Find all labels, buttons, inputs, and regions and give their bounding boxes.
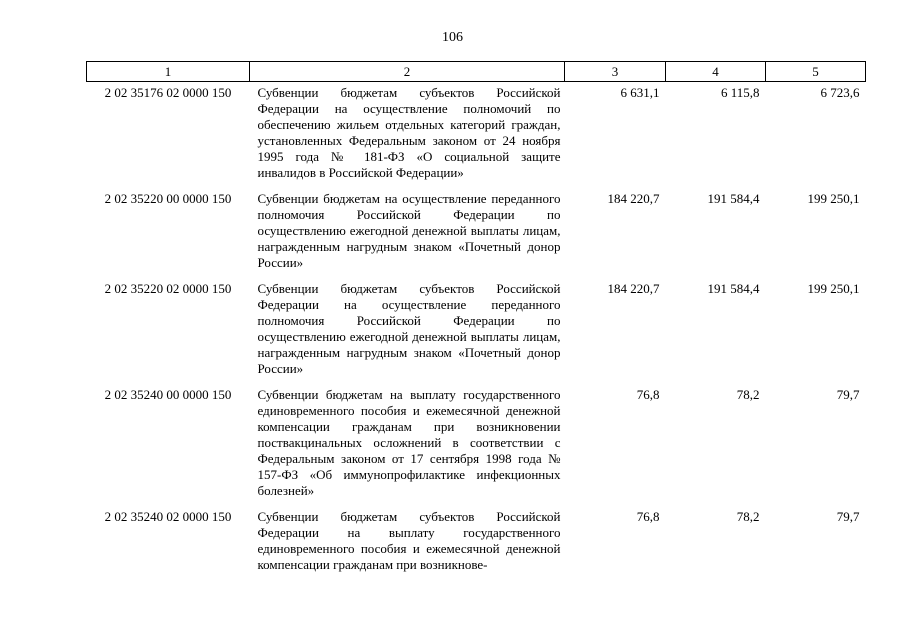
column-header-5: 5 xyxy=(766,62,866,82)
amount-col-4: 191 584,4 xyxy=(707,281,760,296)
table-row xyxy=(87,384,866,506)
column-header-1: 1 xyxy=(87,62,250,82)
table-header xyxy=(87,62,866,82)
classification-code: 2 02 35220 02 0000 150 xyxy=(104,281,232,296)
revenue-name: Субвенции бюджетам на выплату государственного единовременного пособия и ежемесячной денежной компенсации гражданам при возникновении поствакцинальных осложнений в соответствии с Федеральным законом от 17 сентября 1998 года № 157-ФЗ «Об иммунопрофилактике инфекционных болезней» xyxy=(257,387,561,498)
amount-col-3: 76,8 xyxy=(636,509,660,524)
amount-col-4: 6 115,8 xyxy=(720,85,760,100)
classification-code: 2 02 35176 02 0000 150 xyxy=(104,85,232,100)
amount-col-5: 79,7 xyxy=(836,387,860,402)
column-header-2: 2 xyxy=(250,62,565,82)
page-number: 106 xyxy=(442,30,463,45)
table-row xyxy=(87,188,866,278)
classification-code: 2 02 35240 00 0000 150 xyxy=(104,387,232,402)
revenue-name: Субвенции бюджетам на осуществление переданного полномочия Российской Федерации по осуществлению ежегодной денежной выплаты лицам, награжденным нагрудным знаком «Почетный донор России» xyxy=(257,191,561,270)
table-row xyxy=(87,278,866,384)
classification-code: 2 02 35220 00 0000 150 xyxy=(104,191,232,206)
amount-col-5: 199 250,1 xyxy=(807,281,860,296)
amount-col-4: 191 584,4 xyxy=(707,191,760,206)
column-header-4: 4 xyxy=(666,62,766,82)
amount-col-5: 79,7 xyxy=(836,509,860,524)
revenue-name: Субвенции бюджетам субъектов Российской Федерации на осуществление полномочий по обеспечению жильем отдельных категорий граждан, установленных Федеральным законом от 24 ноября 1995 года № 181-ФЗ «О социальной защите инвалидов в Российской Федерации» xyxy=(257,85,561,180)
header-row xyxy=(87,62,866,82)
amount-col-3: 184 220,7 xyxy=(607,281,660,296)
budget-table xyxy=(86,61,866,580)
amount-col-5: 199 250,1 xyxy=(807,191,860,206)
amount-col-4: 78,2 xyxy=(736,387,760,402)
amount-col-3: 76,8 xyxy=(636,387,660,402)
amount-col-3: 6 631,1 xyxy=(620,85,660,100)
amount-col-5: 6 723,6 xyxy=(820,85,860,100)
amount-col-4: 78,2 xyxy=(736,509,760,524)
table-row xyxy=(87,506,866,580)
revenue-name: Субвенции бюджетам субъектов Российской Федерации на осуществление переданного полномочия Российской Федерации по осуществлению ежегодной денежной выплаты лицам, награжденным нагрудным знаком «Почетный донор России» xyxy=(257,281,561,376)
table-row xyxy=(87,82,866,189)
table-body xyxy=(87,82,866,581)
column-header-3: 3 xyxy=(565,62,666,82)
revenue-name: Субвенции бюджетам субъектов Российской Федерации на выплату государственного единовременного пособия и ежемесячной денежной компенсации гражданам при возникнове- xyxy=(257,509,561,572)
classification-code: 2 02 35240 02 0000 150 xyxy=(104,509,232,524)
amount-col-3: 184 220,7 xyxy=(607,191,660,206)
